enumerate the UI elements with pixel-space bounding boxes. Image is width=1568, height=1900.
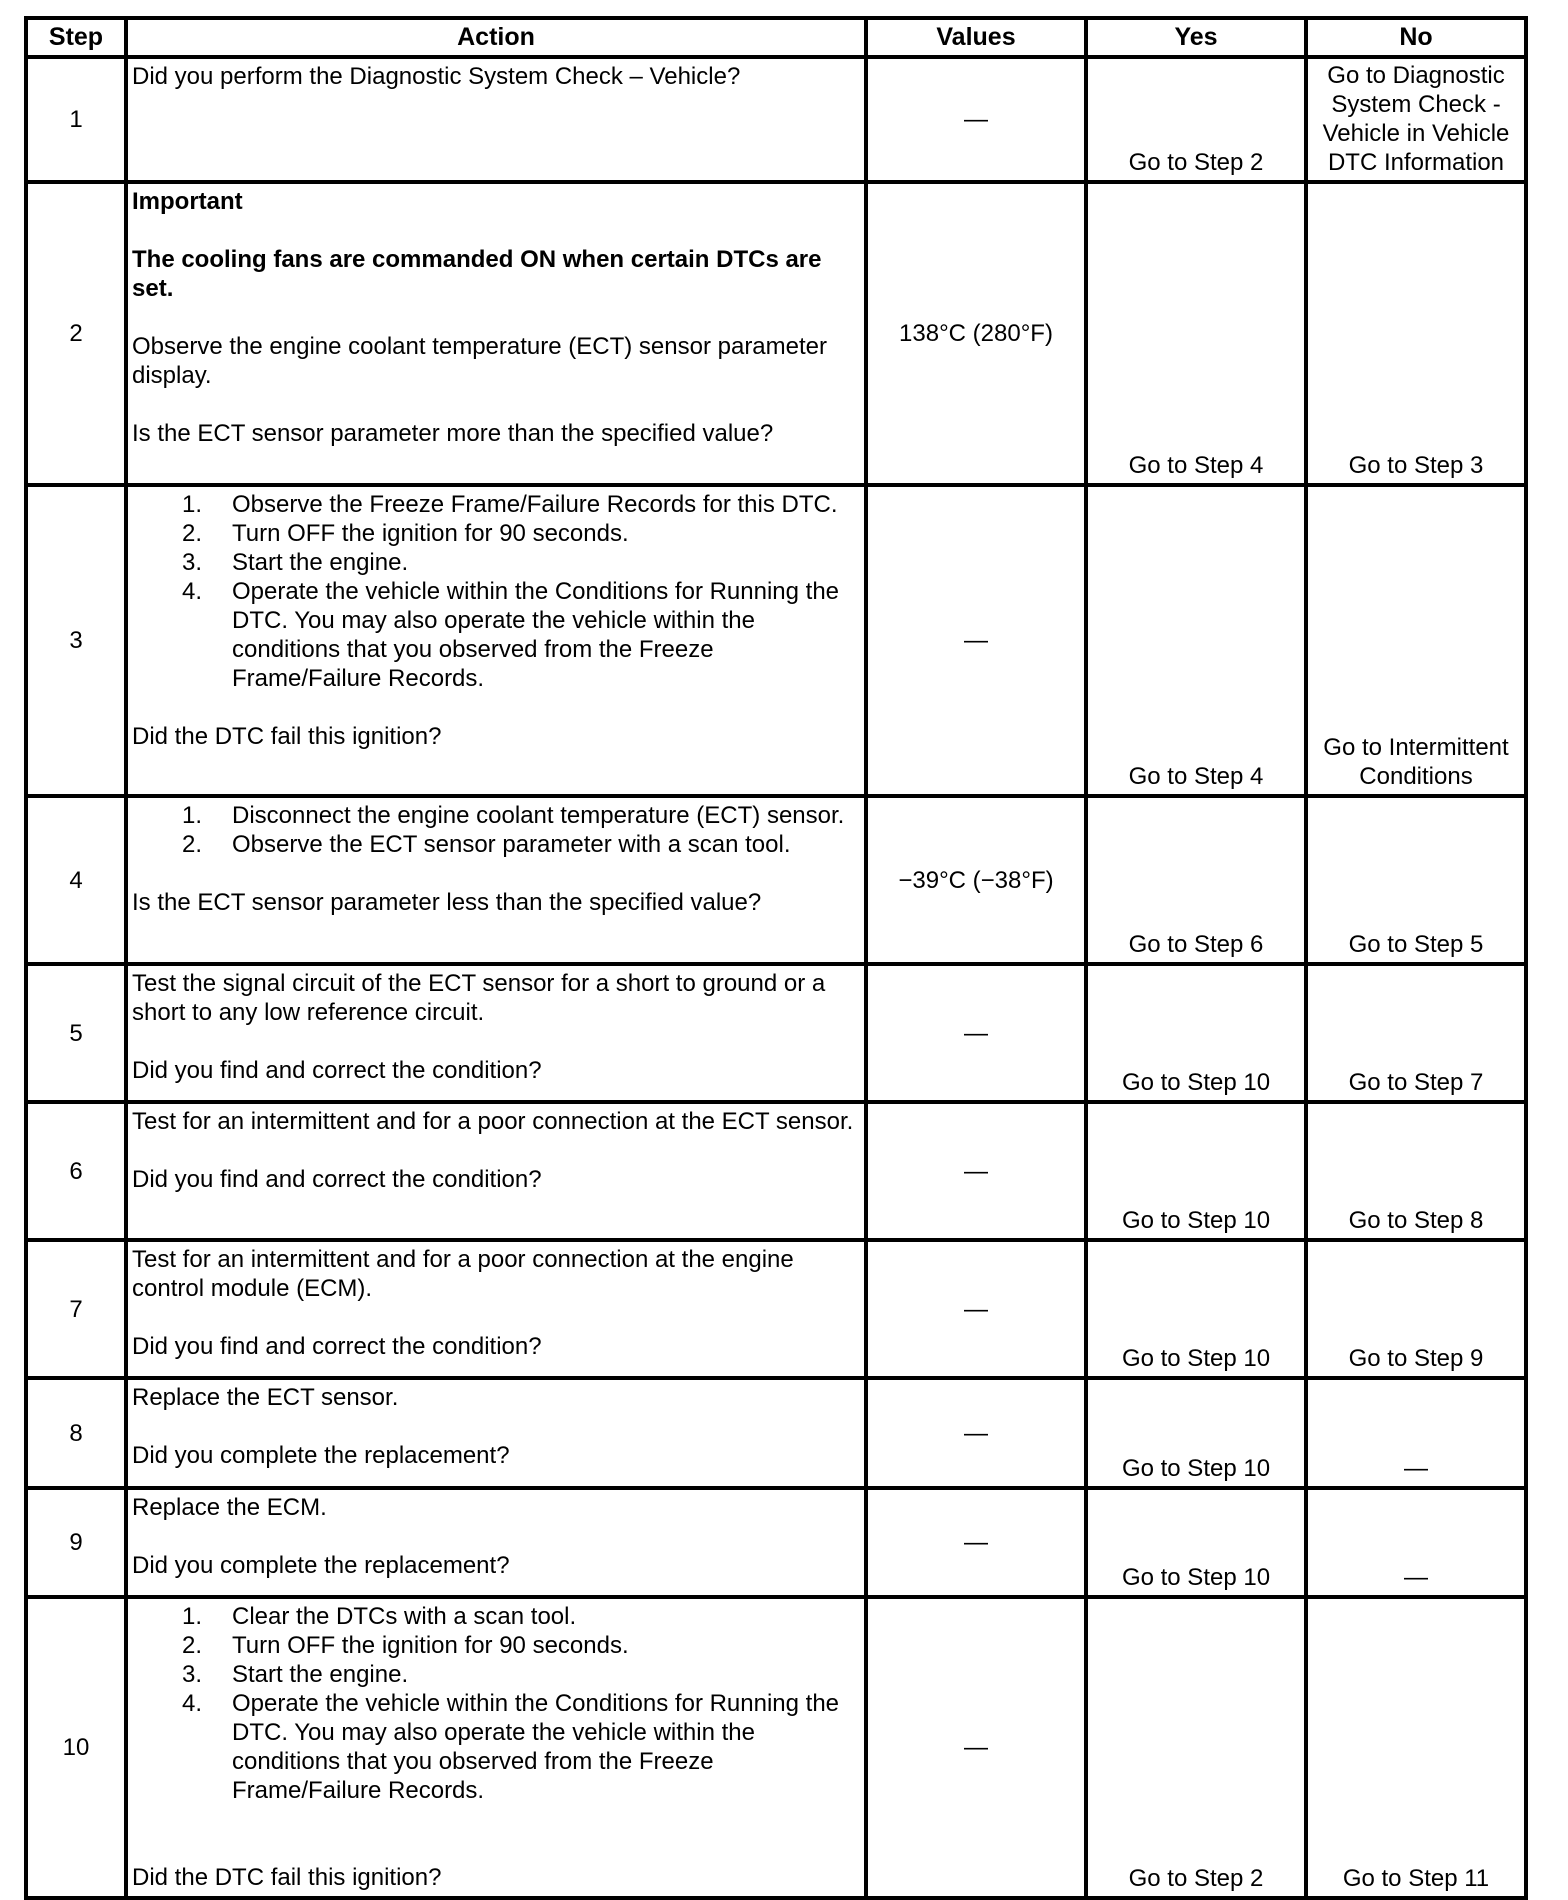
action-cell [126, 182, 866, 485]
important-label: Important [132, 188, 243, 215]
action-text: Test for an intermittent and for a poor connection at the engine control module (ECM). [132, 1246, 794, 1302]
no-cell: Go to Step 11 [1306, 1597, 1526, 1898]
action-question: Did you complete the replacement? [132, 1442, 510, 1469]
action-text: Replace the ECM. [132, 1494, 327, 1521]
yes-cell: Go to Step 10 [1086, 1378, 1306, 1488]
step-number: 3 [26, 485, 126, 796]
yes-cell: Go to Step 10 [1086, 1102, 1306, 1240]
list-item: 1. Disconnect the engine coolant temperature (ECT) sensor. [182, 802, 845, 829]
table-row [26, 1597, 1526, 1898]
table-row [26, 1378, 1526, 1488]
yes-cell: Go to Step 4 [1086, 182, 1306, 485]
table-row [26, 796, 1526, 964]
yes-cell: Go to Step 10 [1086, 964, 1306, 1102]
yes-cell: Go to Step 2 [1086, 57, 1306, 182]
value-cell: — [866, 485, 1086, 796]
no-cell: Go to Step 8 [1306, 1102, 1526, 1240]
important-text: The cooling fans are commanded ON when certain DTCs are set. [132, 246, 822, 302]
no-cell: Go to Step 7 [1306, 964, 1526, 1102]
action-cell [126, 1240, 866, 1378]
table-row [26, 1488, 1526, 1597]
action-cell [126, 485, 866, 796]
value-cell: −39°C (−38°F) [866, 796, 1086, 964]
no-cell: Go to Step 5 [1306, 796, 1526, 964]
list-item: 3. Start the engine. [182, 1661, 409, 1688]
action-question: Did you complete the replacement? [132, 1552, 510, 1579]
list-item: 2. Turn OFF the ignition for 90 seconds. [182, 1632, 629, 1659]
list-item: 4. Operate the vehicle within the Conditions for Running the DTC. You may also operate the vehicle within the conditions that you observed from the Freeze Frame/Failure Records. [182, 578, 840, 692]
action-cell [126, 57, 866, 182]
action-cell [126, 1597, 866, 1898]
header-no: No [1306, 18, 1526, 57]
action-text: Test for an intermittent and for a poor connection at the ECT sensor. [132, 1108, 854, 1135]
value-cell: — [866, 1102, 1086, 1240]
action-cell [126, 1102, 866, 1240]
procedure-list [132, 801, 860, 859]
table-row [26, 1102, 1526, 1240]
action-question: Did the DTC fail this ignition? [132, 723, 442, 750]
action-text: Observe the engine coolant temperature (ECT) sensor parameter display. [132, 333, 828, 389]
table-row [26, 964, 1526, 1102]
yes-cell: Go to Step 10 [1086, 1488, 1306, 1597]
header-action: Action [126, 18, 866, 57]
step-number: 7 [26, 1240, 126, 1378]
table-row [26, 485, 1526, 796]
table-row [26, 57, 1526, 182]
list-item: 1. Clear the DTCs with a scan tool. [182, 1603, 577, 1630]
no-cell: Go to Step 3 [1306, 182, 1526, 485]
action-question: Did the DTC fail this ignition? [132, 1864, 442, 1891]
step-number: 8 [26, 1378, 126, 1488]
action-cell [126, 1378, 866, 1488]
value-cell: — [866, 1378, 1086, 1488]
header-values: Values [866, 18, 1086, 57]
header-row [26, 18, 1526, 57]
step-number: 10 [26, 1597, 126, 1898]
table-row [26, 1240, 1526, 1378]
procedure-list [132, 1602, 860, 1805]
list-item: 2. Observe the ECT sensor parameter with a scan tool. [182, 831, 791, 858]
diagnostic-table-page [24, 16, 1528, 1900]
action-question: Did you find and correct the condition? [132, 1166, 542, 1193]
action-question: Is the ECT sensor parameter more than the specified value? [132, 420, 774, 447]
action-cell [126, 964, 866, 1102]
procedure-list [132, 490, 860, 693]
list-item: 4. Operate the vehicle within the Conditions for Running the DTC. You may also operate the vehicle within the conditions that you observed from the Freeze Frame/Failure Records. [182, 1690, 840, 1804]
list-item: 2. Turn OFF the ignition for 90 seconds. [182, 520, 629, 547]
value-cell: — [866, 1597, 1086, 1898]
action-text: Replace the ECT sensor. [132, 1384, 399, 1411]
action-question: Did you find and correct the condition? [132, 1333, 542, 1360]
yes-cell: Go to Step 4 [1086, 485, 1306, 796]
list-item: 3. Start the engine. [182, 549, 409, 576]
list-item: 1. Observe the Freeze Frame/Failure Records for this DTC. [182, 491, 838, 518]
step-number: 1 [26, 57, 126, 182]
step-number: 6 [26, 1102, 126, 1240]
diagnostic-table [24, 16, 1528, 1900]
value-cell: — [866, 964, 1086, 1102]
header-step: Step [26, 18, 126, 57]
action-text: Test the signal circuit of the ECT sensor for a short to ground or a short to any low reference circuit. [132, 970, 826, 1026]
yes-cell: Go to Step 2 [1086, 1597, 1306, 1898]
value-cell: — [866, 57, 1086, 182]
action-question: Is the ECT sensor parameter less than the specified value? [132, 889, 762, 916]
step-number: 5 [26, 964, 126, 1102]
value-cell: — [866, 1240, 1086, 1378]
step-number: 4 [26, 796, 126, 964]
action-text: Did you perform the Diagnostic System Check – Vehicle? [132, 63, 741, 90]
action-cell [126, 796, 866, 964]
yes-cell: Go to Step 6 [1086, 796, 1306, 964]
header-yes: Yes [1086, 18, 1306, 57]
value-cell: 138°C (280°F) [866, 182, 1086, 485]
action-question: Did you find and correct the condition? [132, 1057, 542, 1084]
action-cell [126, 1488, 866, 1597]
step-number: 2 [26, 182, 126, 485]
no-cell: — [1306, 1378, 1526, 1488]
yes-cell: Go to Step 10 [1086, 1240, 1306, 1378]
no-cell: Go to Step 9 [1306, 1240, 1526, 1378]
no-cell: — [1306, 1488, 1526, 1597]
step-number: 9 [26, 1488, 126, 1597]
value-cell: — [866, 1488, 1086, 1597]
no-cell: Go to Intermittent Conditions [1306, 485, 1526, 796]
table-row [26, 182, 1526, 485]
no-cell: Go to Diagnostic System Check - Vehicle in Vehicle DTC Information [1306, 57, 1526, 182]
